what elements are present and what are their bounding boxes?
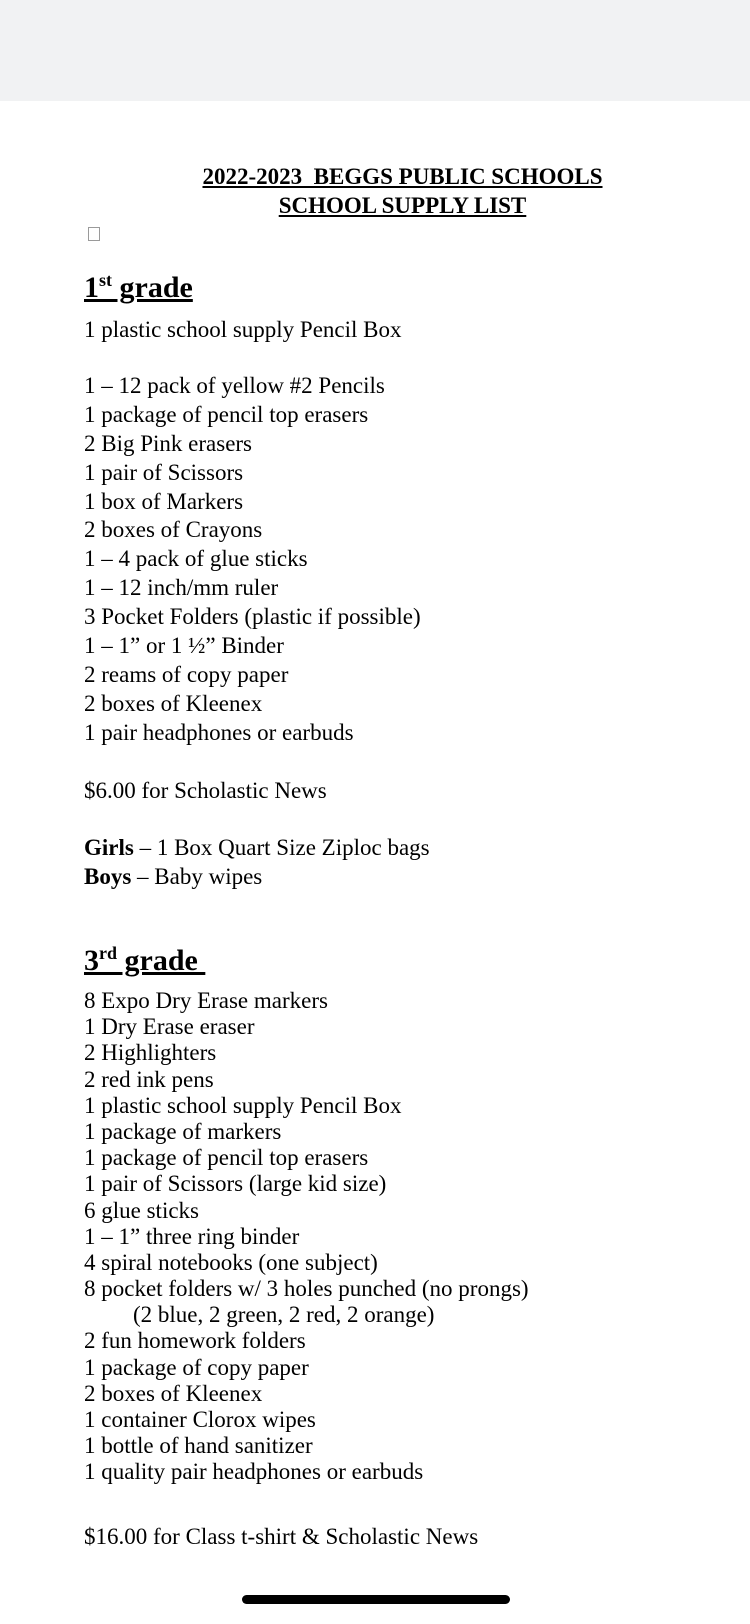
list-item: 2 Big Pink erasers: [84, 430, 253, 456]
grade1-fee: $6.00 for Scholastic News: [84, 778, 327, 803]
grade1-supply-list: [84, 372, 421, 748]
list-item: 2 boxes of Kleenex: [84, 690, 263, 716]
grade1-number: 1: [84, 271, 99, 304]
list-item: 2 boxes of Kleenex: [84, 1380, 263, 1406]
grade1-label: grade: [112, 271, 193, 304]
list-item: 6 glue sticks: [84, 1197, 199, 1223]
title-line-2: SCHOOL SUPPLY LIST: [278, 193, 527, 218]
list-item: (2 blue, 2 green, 2 red, 2 orange): [133, 1302, 435, 1328]
grade1-suffix: st: [99, 270, 112, 290]
girls-item: – 1 Box Quart Size Ziploc bags: [133, 835, 430, 860]
missing-glyph-box-icon: [88, 227, 100, 241]
list-item: 2 reams of copy paper: [84, 661, 289, 687]
list-item: 1 package of pencil top erasers: [84, 401, 369, 427]
grade1-girls-line: [84, 833, 430, 862]
list-item: 1 plastic school supply Pencil Box: [84, 1092, 402, 1118]
viewer-top-bar: [0, 0, 750, 101]
boys-item: – Baby wipes: [131, 864, 263, 889]
list-item: 1 – 12 pack of yellow #2 Pencils: [84, 373, 385, 398]
list-item: 2 red ink pens: [84, 1066, 214, 1092]
list-item: 1 – 4 pack of glue sticks: [84, 546, 308, 572]
list-item: 1 package of markers: [84, 1118, 282, 1144]
list-item: 1 package of pencil top erasers: [84, 1145, 369, 1171]
list-item: 8 pocket folders w/ 3 holes punched (no prongs): [84, 1276, 529, 1302]
list-item: 2 fun homework folders: [84, 1328, 306, 1354]
grade3-heading: [84, 944, 205, 978]
list-item: 3 Pocket Folders (plastic if possible): [84, 604, 421, 630]
list-item: 1 – 12 inch/mm ruler: [84, 575, 279, 601]
list-item: 1 – 1” three ring binder: [84, 1223, 300, 1249]
home-indicator[interactable]: [242, 1595, 510, 1604]
document-title: [0, 162, 750, 220]
girls-label: Girls: [84, 835, 134, 860]
list-item: 2 boxes of Crayons: [84, 517, 263, 543]
list-item: 8 Expo Dry Erase markers: [84, 988, 328, 1013]
boys-label: Boys: [84, 864, 132, 889]
grade1-heading: [84, 271, 193, 305]
grade3-number: 3: [84, 944, 99, 977]
list-item: 4 spiral notebooks (one subject): [84, 1249, 378, 1275]
list-item: 1 package of copy paper: [84, 1354, 309, 1380]
grade1-first-item: 1 plastic school supply Pencil Box: [84, 317, 402, 342]
list-item: 1 pair of Scissors: [84, 459, 244, 485]
grade1-boys-line: [84, 862, 262, 891]
list-item: 1 container Clorox wipes: [84, 1407, 316, 1432]
title-line-1: 2022-2023 BEGGS PUBLIC SCHOOLS: [202, 164, 603, 189]
grade3-label: grade: [117, 944, 206, 977]
grade3-fee: $16.00 for Class t-shirt & Scholastic News: [84, 1524, 479, 1549]
list-item: 1 quality pair headphones or earbuds: [84, 1459, 424, 1485]
grade3-suffix: rd: [99, 943, 117, 963]
grade3-supply-list: [84, 988, 529, 1486]
list-item: 2 Highlighters: [84, 1040, 217, 1066]
list-item: 1 pair of Scissors (large kid size): [84, 1171, 387, 1197]
list-item: 1 bottle of hand sanitizer: [84, 1433, 313, 1459]
list-item: 1 Dry Erase eraser: [84, 1014, 255, 1040]
list-item: 1 – 1” or 1 ½” Binder: [84, 633, 284, 659]
list-item: 1 pair headphones or earbuds: [84, 719, 354, 745]
list-item: 1 box of Markers: [84, 488, 244, 514]
